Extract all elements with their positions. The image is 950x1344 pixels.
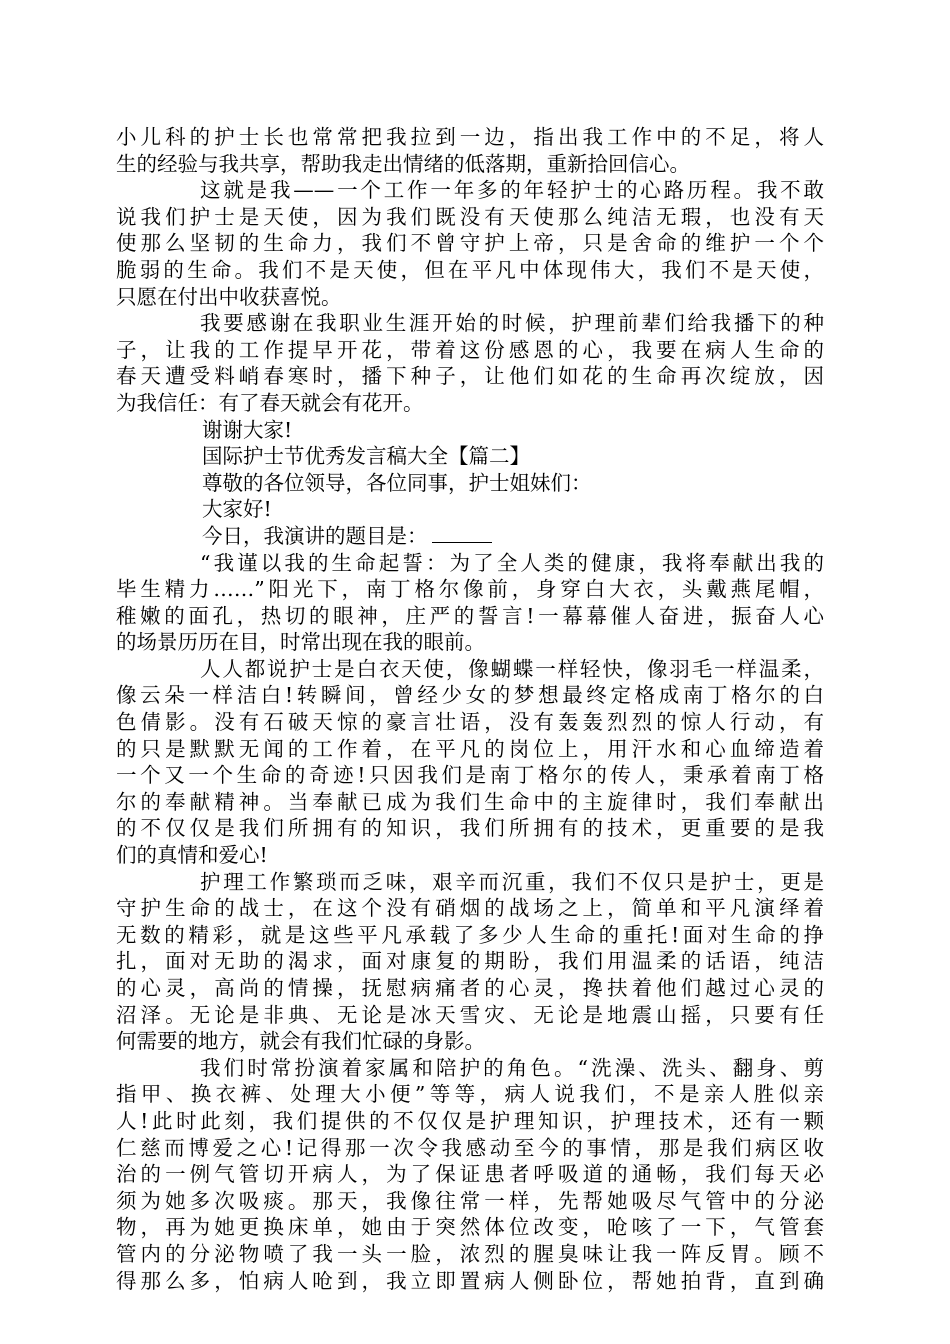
text-line: 护理工作繁琐而乏味，艰辛而沉重，我们不仅只是护士，更是 — [200, 869, 824, 894]
text-line: 仁慈而博爱之心!记得那一次令我感动至今的事情，那是我们病区收 — [116, 1135, 824, 1160]
text-line: 春天遭受料峭春寒时，播下种子，让他们如花的生命再次绽放，因 — [116, 364, 824, 389]
text-line: 何需要的地方，就会有我们忙碌的身影。 — [116, 1029, 485, 1054]
text-line: 像云朵一样洁白!转瞬间，曾经少女的梦想最终定格成南丁格尔的白 — [116, 683, 824, 708]
text-line: 这就是我——一个工作一年多的年轻护士的心路历程。我不敢 — [200, 178, 824, 203]
document-body — [116, 124, 824, 1294]
text-line: 尔的奉献精神。当奉献已成为我们生命中的主旋律时，我们奉献出 — [116, 789, 824, 814]
text-line: 子，让我的工作提早开花，带着这份感恩的心，我要在病人生命的 — [116, 337, 824, 362]
text-line: 扎，面对无助的渴求，面对康复的期盼，我们用温柔的话语，纯洁 — [116, 949, 824, 974]
text-line: 沼泽。无论是非典、无论是冰天雪灾、无论是地震山摇，只要有任 — [116, 1002, 824, 1027]
text-line: 得那么多，怕病人呛到，我立即置病人侧卧位，帮她拍背，直到确 — [116, 1268, 824, 1293]
text-line — [116, 523, 824, 550]
text-line: 大家好! — [202, 497, 272, 522]
speech-title-prompt: 今日，我演讲的题目是： — [202, 523, 428, 548]
text-line: 人人都说护士是白衣天使，像蝴蝶一样轻快，像羽毛一样温柔， — [200, 656, 824, 681]
text-line: 治的一例气管切开病人，为了保证患者呼吸道的通畅，我们每天必 — [116, 1162, 824, 1187]
text-line: 说我们护士是天使，因为我们既没有天使那么纯洁无瑕，也没有天 — [116, 204, 824, 229]
text-line: 无数的精彩，就是这些平凡承载了多少人生命的重托!面对生命的挣 — [116, 922, 824, 947]
text-line: 指甲、换衣裤、处理大小便”等等，病人说我们，不是亲人胜似亲 — [116, 1082, 824, 1107]
text-line: 稚嫩的面孔，热切的眼神，庄严的誓言!一幕幕催人奋进，振奋人心 — [116, 603, 824, 628]
text-line: 毕生精力……”阳光下，南丁格尔像前，身穿白大衣，头戴燕尾帽， — [116, 577, 824, 602]
title-blank — [432, 524, 492, 543]
text-line: 生的经验与我共享，帮助我走出情绪的低落期，重新拾回信心。 — [116, 151, 690, 176]
text-line: 我们时常扮演着家属和陪护的角色。“洗澡、洗头、翻身、剪 — [200, 1055, 824, 1080]
text-line: 的场景历历在目，时常出现在我的眼前。 — [116, 630, 485, 655]
text-line: 的不仅仅是我们所拥有的知识，我们所拥有的技术，更重要的是我 — [116, 816, 824, 841]
text-line: 小儿科的护士长也常常把我拉到一边，指出我工作中的不足，将人 — [116, 125, 824, 149]
text-line: 为我信任：有了春天就会有花开。 — [116, 390, 424, 415]
text-line: 须为她多次吸痰。那天，我像往常一样，先帮她吸尽气管中的分泌 — [116, 1188, 824, 1213]
text-line: 人!此时此刻，我们提供的不仅仅是护理知识，护理技术，还有一颗 — [116, 1108, 824, 1133]
text-line: 的心灵，高尚的情操，抚慰病痛者的心灵，搀扶着他们越过心灵的 — [116, 976, 824, 1000]
text-line: 我要感谢在我职业生涯开始的时候，护理前辈们给我播下的种 — [200, 311, 824, 336]
text-line: 谢谢大家! — [202, 417, 293, 442]
text-line: 使那么坚韧的生命力，我们不曾守护上帝，只是舍命的维护一个个 — [116, 231, 824, 256]
text-line: 色倩影。没有石破天惊的豪言壮语，没有轰轰烈烈的惊人行动，有 — [116, 710, 824, 735]
text-line: 们的真情和爱心! — [116, 843, 268, 868]
text-line: 尊敬的各位领导，各位同事，护士姐妹们： — [202, 470, 592, 495]
text-line: 只愿在付出中收获喜悦。 — [116, 284, 342, 309]
text-line: 脆弱的生命。我们不是天使，但在平凡中体现伟大，我们不是天使， — [116, 257, 824, 282]
text-line: 一个又一个生命的奇迹!只因我们是南丁格尔的传人，秉承着南丁格 — [116, 763, 824, 788]
text-line: 守护生命的战士，在这个没有硝烟的战场之上，简单和平凡演绎着 — [116, 896, 824, 921]
text-line: 的只是默默无闻的工作着，在平凡的岗位上，用汗水和心血缔造着 — [116, 736, 824, 761]
text-line: “我谨以我的生命起誓：为了全人类的健康，我将奉献出我的 — [200, 550, 824, 575]
text-line: 物，再为她更换床单，她由于突然体位改变，呛咳了一下，气管套 — [116, 1215, 824, 1240]
text-line: 管内的分泌物喷了我一头一脸，浓烈的腥臭味让我一阵反胃。顾不 — [116, 1241, 824, 1266]
section-heading: 国际护士节优秀发言稿大全【篇二】 — [202, 444, 530, 469]
